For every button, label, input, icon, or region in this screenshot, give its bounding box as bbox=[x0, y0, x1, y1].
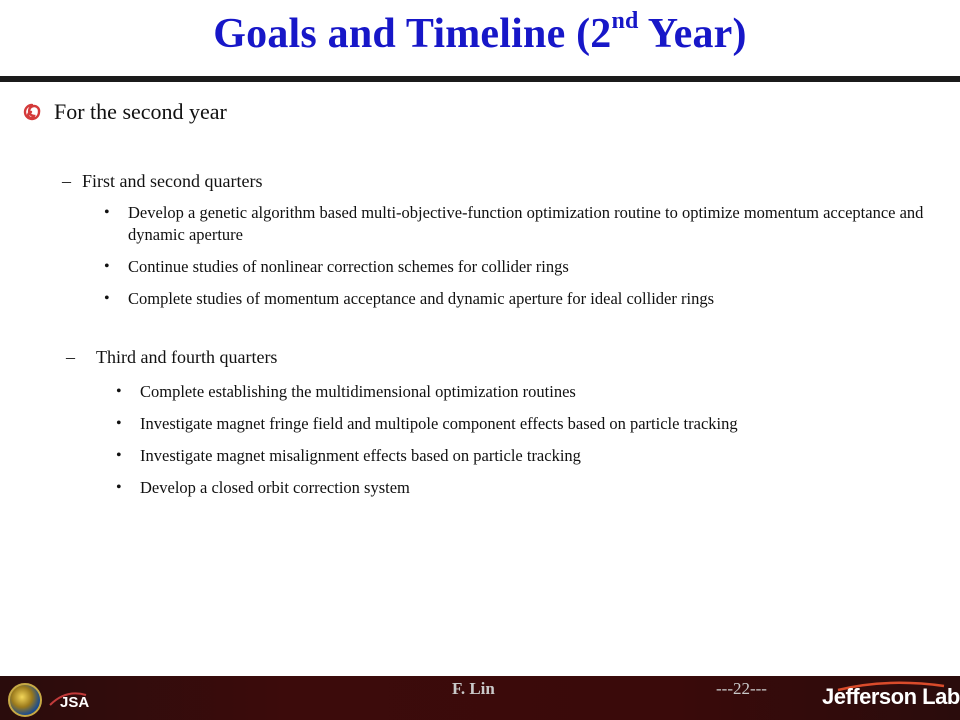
section-heading-1 bbox=[62, 171, 262, 192]
section-heading-2 bbox=[66, 347, 277, 368]
section-heading-text: First and second quarters bbox=[82, 171, 263, 191]
list-item: • Continue studies of nonlinear correction schemes for collider rings bbox=[104, 256, 924, 278]
title-bar bbox=[0, 0, 960, 78]
list-item: • Develop a genetic algorithm based multi-objective-function optimization routine to optimize momentum acceptance and dynamic aperture bbox=[104, 202, 924, 246]
title-text: Goals and Timeline (2 bbox=[213, 11, 612, 57]
list-item: • Develop a closed orbit correction system bbox=[116, 477, 936, 499]
slide-title bbox=[0, 10, 960, 58]
jefferson-lab-logo: Jefferson Lab bbox=[822, 684, 960, 709]
main-bullet-text: For the second year bbox=[54, 99, 227, 124]
page-number: ---22--- bbox=[716, 679, 767, 698]
jsa-logo bbox=[46, 683, 106, 713]
list-item: • Complete studies of momentum acceptance and dynamic aperture for ideal collider rings bbox=[104, 288, 924, 310]
main-bullet bbox=[22, 99, 227, 125]
dash-marker: – bbox=[62, 171, 71, 191]
list-item: • Investigate magnet fringe field and multipole component effects based on particle tracking bbox=[116, 413, 936, 435]
doe-seal-icon bbox=[8, 683, 42, 717]
list-item: • Investigate magnet misalignment effects based on particle tracking bbox=[116, 445, 936, 467]
section-heading-text: Third and fourth quarters bbox=[96, 347, 278, 367]
dash-marker: – bbox=[66, 347, 75, 367]
title-superscript: nd bbox=[611, 8, 639, 34]
swirl-bullet-icon bbox=[22, 102, 42, 122]
section-2-list bbox=[116, 381, 936, 509]
title-text-end: Year) bbox=[638, 11, 747, 57]
section-1-list bbox=[104, 202, 924, 320]
footer-author: F. Lin bbox=[452, 679, 495, 698]
title-divider bbox=[0, 76, 960, 82]
list-item: • Complete establishing the multidimensional optimization routines bbox=[116, 381, 936, 403]
jsa-logo-text: JSA bbox=[60, 694, 90, 711]
